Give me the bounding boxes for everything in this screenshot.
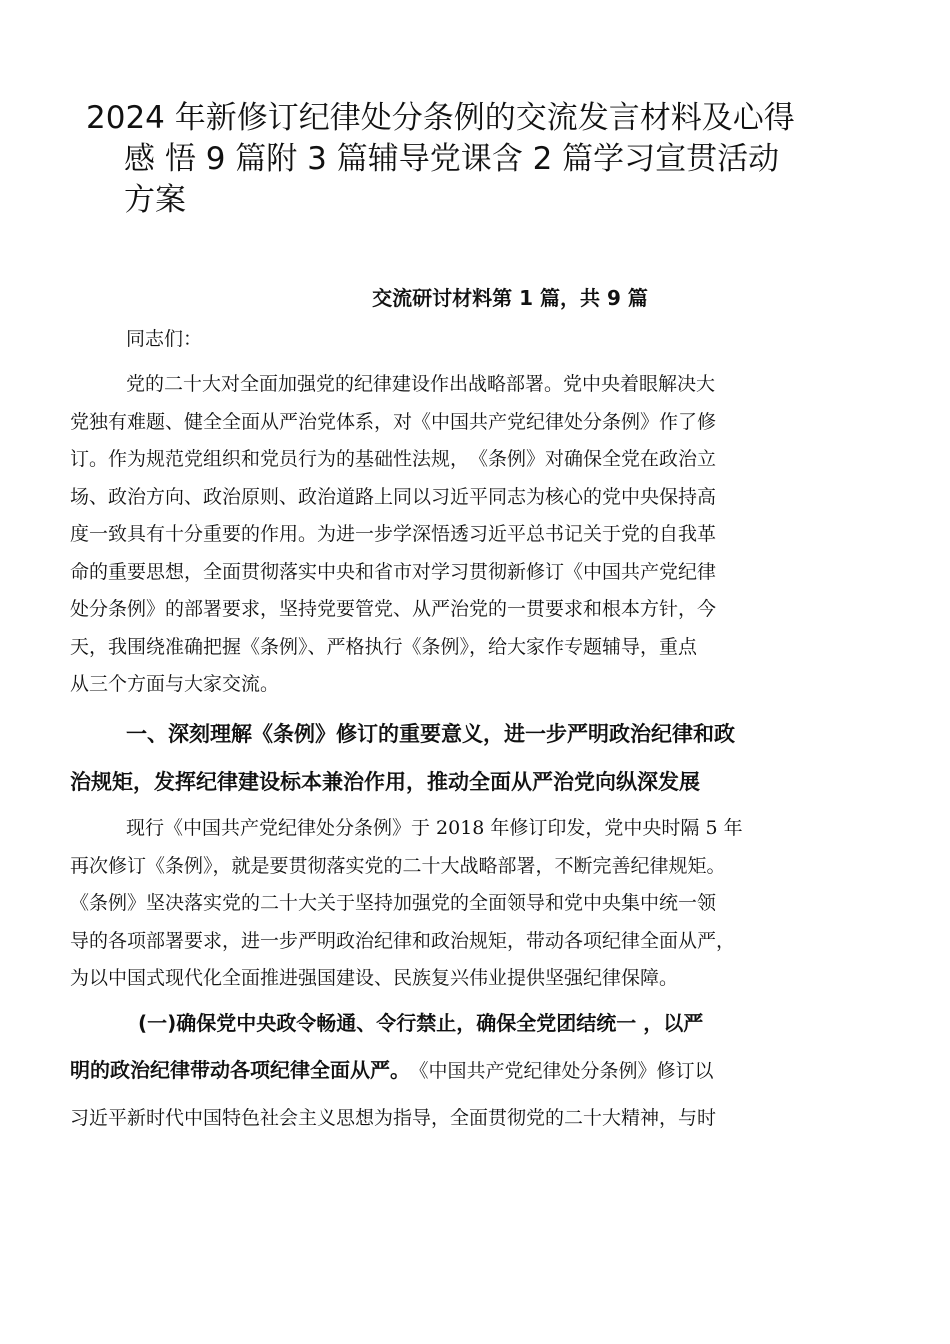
title-line: 感 悟 9 篇附 3 篇辅导党课含 2 篇学习宣贯活动 (124, 141, 780, 177)
text-line: 为以中国式现代化全面推进强国建设、民族复兴伟业提供坚强纪律保障。 (70, 967, 679, 989)
text-line: 《条例》坚决落实党的二十大关于坚持加强党的全面领导和党中央集中统一领 (70, 892, 717, 914)
text-line: 场、政治方向、政治原则、政治道路上同以习近平同志为核心的党中央保持高 (70, 485, 717, 508)
text-line: 党独有难题、健全全面从严治党体系，对《中国共产党纪律处分条例》作了修 (70, 410, 717, 433)
text-line: 处分条例》的部署要求，坚持党要管党、从严治党的一贯要求和根本方针，今 (70, 598, 717, 620)
text-line: 订。作为规范党组织和党员行为的基础性法规， 《条例》对确保全党在政治立 (70, 448, 717, 470)
subheading-line: (一)确保党中央政令畅通、令行禁止，确保全党团结统一 ，以严 (138, 1011, 704, 1035)
paragraph-subsection-1 (70, 1000, 885, 1142)
heading-line: 治规矩，发挥纪律建设标本兼治作用，推动全面从严治党向纵深发展 (70, 770, 700, 794)
text-line: 现行《中国共产党纪律处分条例》于 2018 年修订印发，党中央时隔 5 年 (126, 817, 743, 839)
text-line: 再次修订《条例》，就是要贯彻落实党的二十大战略部署，不断完善纪律规矩。 (70, 854, 726, 877)
section-subtitle: 交流研讨材料第 1 篇，共 9 篇 (372, 286, 648, 310)
title-line: 2024 年新修订纪律处分条例的交流发言材料及心得 (86, 100, 795, 136)
heading-line: 一、深刻理解《条例》修订的重要意义，进一步严明政治纪律和政 (126, 722, 735, 746)
text-segment: 《中国共产党纪律处分条例》修订以 (400, 1060, 714, 1082)
text-line: 导的各项部署要求，进一步严明政治纪律和政治规矩，带动各项纪律全面从严， (70, 929, 736, 952)
document-title (86, 98, 876, 221)
paragraph-intro (70, 366, 885, 704)
mixed-line (70, 1047, 885, 1095)
text-line: 命的重要思想，全面贯彻落实中央和省市对学习贯彻新修订《中国共产党纪律 (70, 560, 717, 583)
title-line: 方案 (124, 182, 186, 218)
text-line: 度一致具有十分重要的作用。为进一步学深悟透习近平总书记关于党的自我革 (70, 523, 717, 545)
paragraph-revision (70, 810, 885, 998)
text-line: 习近平新时代中国特色社会主义思想为指导，全面贯彻党的二十大精神，与时 (70, 1107, 717, 1129)
text-line: 党的二十大对全面加强党的纪律建设作出战略部署。党中央着眼解决大 (126, 373, 716, 395)
text-line: 从三个方面与大家交流。 (70, 673, 280, 695)
text-line: 天，我围绕准确把握《条例》、严格执行《条例》，给大家作专题辅导，重点 (70, 635, 698, 658)
subheading-line: 明的政治纪律带动各项纪律全面从严。 (70, 1058, 400, 1082)
section-heading-1 (70, 710, 885, 806)
salutation: 同志们： (126, 328, 203, 350)
